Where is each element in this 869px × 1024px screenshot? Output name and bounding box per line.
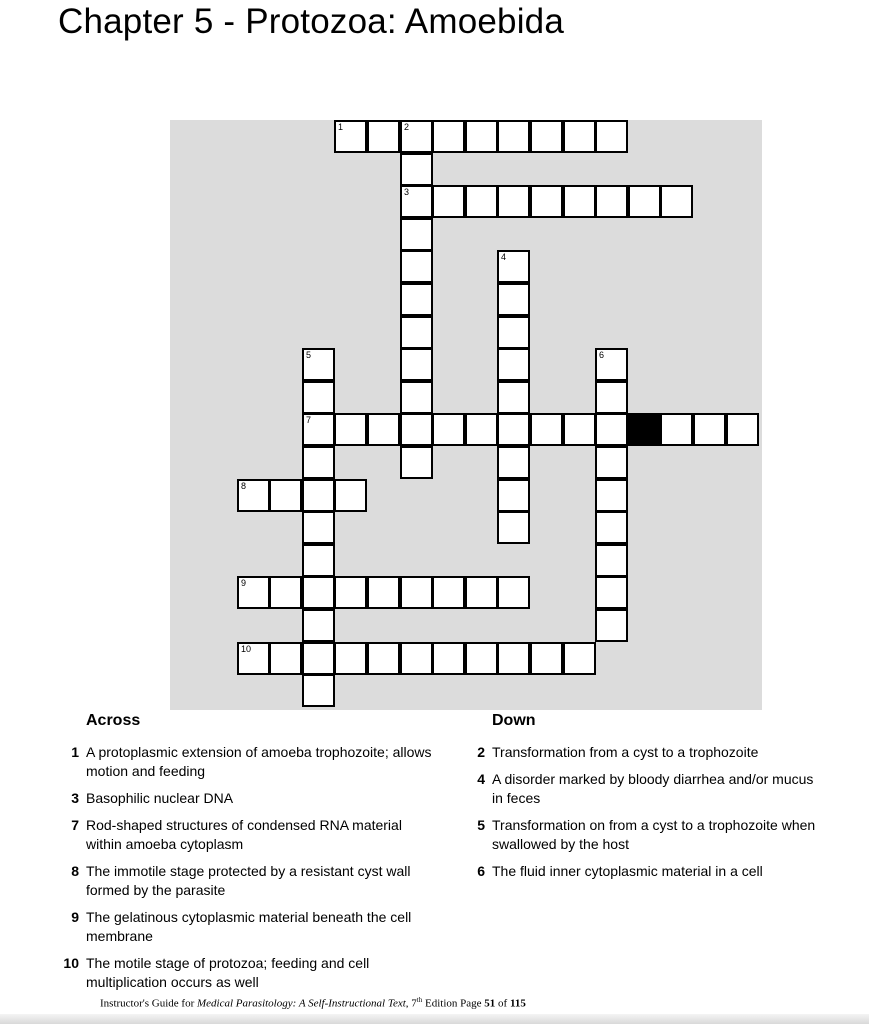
crossword-cell-number: 4	[501, 252, 507, 262]
crossword-cell[interactable]	[400, 642, 433, 675]
clue-number: 5	[477, 817, 485, 833]
crossword-cell[interactable]	[595, 576, 628, 609]
across-clue	[58, 954, 438, 992]
crossword-cell[interactable]	[302, 479, 335, 512]
crossword-cell[interactable]	[334, 120, 367, 153]
crossword-cell[interactable]	[367, 413, 400, 446]
crossword-cell[interactable]	[595, 446, 628, 479]
crossword-cell[interactable]	[302, 511, 335, 544]
crossword-cell[interactable]	[595, 544, 628, 577]
crossword-cell[interactable]	[302, 576, 335, 609]
clue-number: 7	[71, 817, 79, 833]
crossword-cell[interactable]	[302, 348, 335, 381]
crossword-cell[interactable]	[432, 642, 465, 675]
footer-edition-rest: Edition Page	[422, 997, 485, 1010]
crossword-cell[interactable]	[693, 413, 726, 446]
across-clue	[58, 743, 438, 781]
across-clue	[58, 789, 438, 808]
crossword-cell[interactable]	[400, 120, 433, 153]
crossword-cell[interactable]	[302, 544, 335, 577]
across-clue-list	[58, 743, 438, 1000]
crossword-cell-number: 10	[241, 644, 252, 654]
crossword-cell[interactable]	[400, 153, 433, 186]
crossword-cell[interactable]	[497, 413, 530, 446]
crossword-cell[interactable]	[400, 446, 433, 479]
crossword-cell[interactable]	[400, 576, 433, 609]
crossword-cell-number: 7	[306, 415, 312, 425]
crossword-cell[interactable]	[497, 185, 530, 218]
crossword-cell[interactable]	[497, 511, 530, 544]
crossword-cell[interactable]	[334, 413, 367, 446]
page-title: Chapter 5 - Protozoa: Amoebida	[58, 2, 565, 41]
clue-number: 4	[477, 771, 485, 787]
crossword-cell[interactable]	[563, 413, 596, 446]
clue-number: 3	[71, 790, 79, 806]
crossword-cell[interactable]	[595, 381, 628, 414]
down-clue-list	[464, 743, 824, 889]
crossword-cell[interactable]	[497, 348, 530, 381]
crossword-cell[interactable]	[497, 120, 530, 153]
crossword-cell[interactable]	[367, 120, 400, 153]
footer-page-total: 115	[509, 997, 526, 1010]
crossword-cell-number: 6	[599, 350, 605, 360]
crossword-cell[interactable]	[269, 479, 302, 512]
crossword-cell[interactable]	[302, 609, 335, 642]
clue-number: 10	[63, 955, 79, 971]
down-clue	[464, 743, 824, 762]
crossword-cell[interactable]	[269, 576, 302, 609]
across-clue	[58, 816, 438, 854]
clue-text: Rod-shaped structures of condensed RNA material within amoeba cytoplasm	[86, 817, 402, 852]
crossword-cell[interactable]	[660, 185, 693, 218]
clue-number: 8	[71, 863, 79, 879]
crossword-cell-number: 9	[241, 578, 247, 588]
crossword-cell[interactable]	[302, 642, 335, 675]
crossword-cell[interactable]	[595, 479, 628, 512]
crossword-cell[interactable]	[334, 479, 367, 512]
crossword-cell[interactable]	[530, 642, 563, 675]
crossword-cell[interactable]	[497, 479, 530, 512]
down-clue	[464, 862, 824, 881]
crossword-cell[interactable]	[497, 642, 530, 675]
crossword-cell[interactable]	[302, 446, 335, 479]
crossword-cell[interactable]	[595, 348, 628, 381]
crossword-cell-number: 5	[306, 350, 312, 360]
crossword-cell[interactable]	[302, 674, 335, 707]
crossword-cell[interactable]	[432, 185, 465, 218]
crossword-cell[interactable]	[400, 348, 433, 381]
clue-number: 2	[477, 744, 485, 760]
page-bottom-edge	[0, 1014, 869, 1024]
crossword-cell-number: 3	[404, 187, 410, 197]
crossword-cell[interactable]	[465, 413, 498, 446]
clue-number: 6	[477, 863, 485, 879]
crossword-cell[interactable]	[432, 413, 465, 446]
clue-text: The motile stage of protozoa; feeding and cell multiplication occurs as well	[86, 955, 370, 990]
across-heading: Across	[86, 712, 141, 729]
footer-prefix: Instructor's Guide for	[100, 997, 197, 1010]
crossword-cell[interactable]	[400, 218, 433, 251]
crossword-cell[interactable]	[367, 576, 400, 609]
crossword-cell[interactable]	[497, 446, 530, 479]
down-clue	[464, 816, 824, 854]
clue-text: The immotile stage protected by a resistant cyst wall formed by the parasite	[86, 863, 411, 898]
crossword-cell[interactable]	[302, 413, 335, 446]
crossword-cell[interactable]	[530, 185, 563, 218]
crossword-cell-number: 8	[241, 481, 247, 491]
crossword-cell[interactable]	[497, 381, 530, 414]
footer-book-title: Medical Parasitology: A Self-Instructional Text	[197, 997, 406, 1010]
crossword-cell[interactable]	[432, 120, 465, 153]
crossword-cell[interactable]	[400, 185, 433, 218]
across-clue	[58, 908, 438, 946]
crossword-cell[interactable]	[400, 283, 433, 316]
crossword-cell[interactable]	[497, 576, 530, 609]
crossword-cell[interactable]	[465, 576, 498, 609]
clue-text: Basophilic nuclear DNA	[86, 790, 234, 806]
crossword-cell[interactable]	[563, 642, 596, 675]
crossword-cell[interactable]	[334, 642, 367, 675]
crossword-cell[interactable]	[400, 250, 433, 283]
clue-number: 9	[71, 909, 79, 925]
clue-text: Transformation from a cyst to a trophozoite	[492, 744, 759, 760]
crossword-cell-number: 1	[338, 122, 344, 132]
footer-page-number: 51	[484, 997, 496, 1010]
crossword-cell[interactable]	[595, 609, 628, 642]
crossword-cell[interactable]	[563, 120, 596, 153]
crossword-cell-number: 2	[404, 122, 410, 132]
clue-text: The gelatinous cytoplasmic material beneath the cell membrane	[86, 909, 412, 944]
crossword-cell[interactable]	[530, 413, 563, 446]
clue-number: 1	[71, 744, 79, 760]
crossword-cell[interactable]	[400, 381, 433, 414]
crossword-cell[interactable]	[465, 642, 498, 675]
crossword-cell[interactable]	[237, 642, 270, 675]
crossword-cell[interactable]	[497, 250, 530, 283]
crossword-cell[interactable]	[595, 185, 628, 218]
footer-edition-sup: th	[416, 996, 423, 1004]
crossword-cell[interactable]	[497, 283, 530, 316]
crossword-cell[interactable]	[465, 120, 498, 153]
footer-of: of	[495, 997, 510, 1010]
across-clue	[58, 862, 438, 900]
crossword-cell[interactable]	[400, 413, 433, 446]
crossword-cell[interactable]	[563, 185, 596, 218]
crossword-cell[interactable]	[595, 413, 628, 446]
crossword-cell[interactable]	[367, 642, 400, 675]
crossword-cell[interactable]	[334, 576, 367, 609]
crossword-cell[interactable]	[595, 120, 628, 153]
crossword-cell[interactable]	[726, 413, 759, 446]
crossword-cell[interactable]	[660, 413, 693, 446]
clue-text: A disorder marked by bloody diarrhea and/or mucus in feces	[492, 771, 814, 806]
crossword-cell[interactable]	[465, 185, 498, 218]
crossword-cell[interactable]	[302, 381, 335, 414]
crossword-cell[interactable]	[595, 511, 628, 544]
crossword-cell[interactable]	[269, 642, 302, 675]
clue-text: Transformation on from a cyst to a trophozoite when swallowed by the host	[492, 817, 816, 852]
clue-text: A protoplasmic extension of amoeba trophozoite; allows motion and feeding	[86, 744, 432, 779]
down-heading: Down	[492, 712, 536, 729]
crossword-cell[interactable]	[432, 576, 465, 609]
crossword-cell[interactable]	[530, 120, 563, 153]
crossword-cell[interactable]	[237, 576, 270, 609]
page-footer	[100, 996, 526, 1010]
crossword-cell[interactable]	[497, 316, 530, 349]
crossword-black-cell	[628, 413, 661, 446]
down-clue	[464, 770, 824, 808]
crossword-cell[interactable]	[628, 185, 661, 218]
crossword-cell[interactable]	[400, 316, 433, 349]
footer-edition: , 7	[405, 997, 417, 1010]
crossword-cell[interactable]	[237, 479, 270, 512]
clue-text: The fluid inner cytoplasmic material in a cell	[492, 863, 763, 879]
